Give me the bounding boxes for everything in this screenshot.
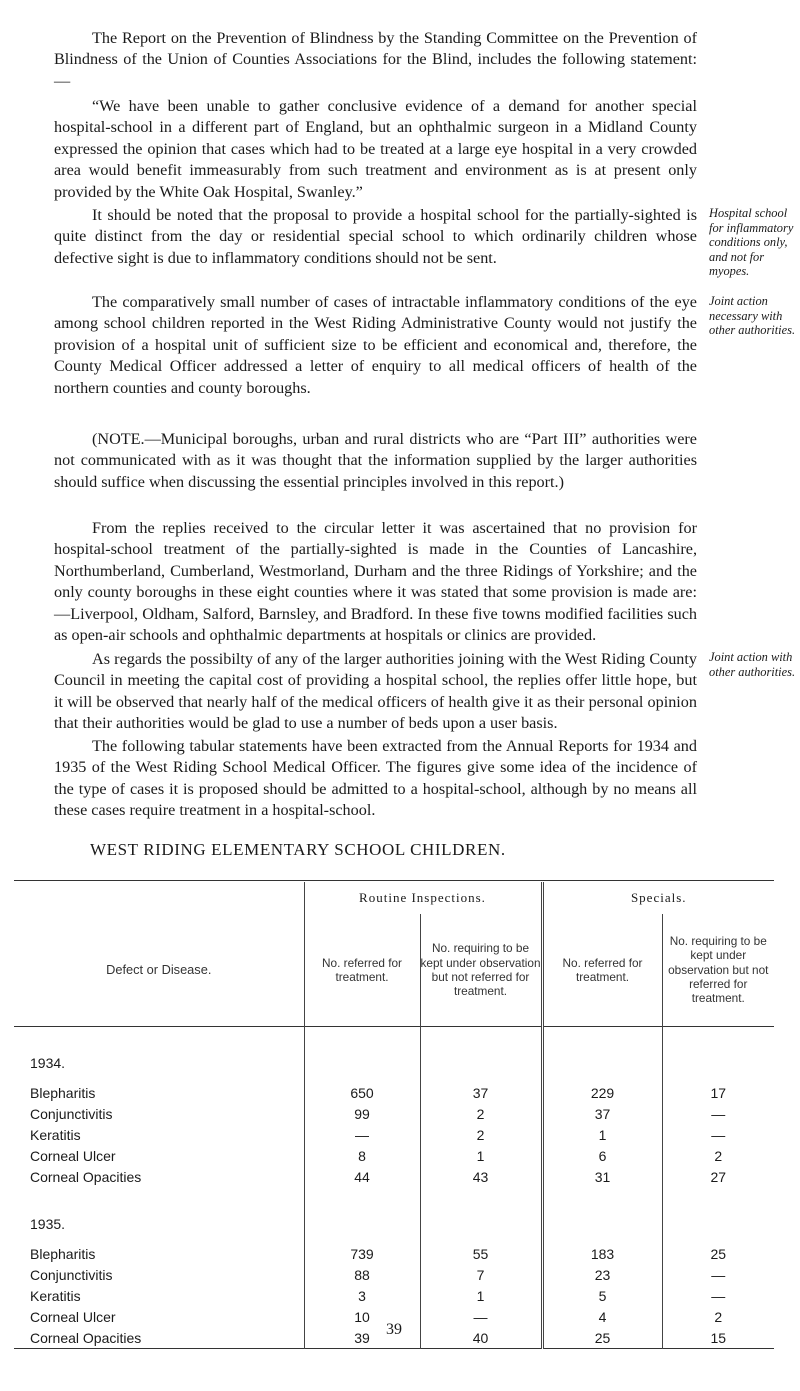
- defect-label: Keratitis: [30, 1127, 81, 1143]
- cell-routine-observation: 1: [420, 1146, 542, 1167]
- cell-routine-observation: 40: [420, 1328, 542, 1349]
- year-1934: 1934.: [30, 1054, 66, 1071]
- cell-routine-observation: 1: [420, 1286, 542, 1307]
- cell-specials-observation: 27: [662, 1167, 774, 1188]
- cell-specials-observation: —: [662, 1104, 774, 1125]
- column-specials-referred: No. referred for treatment.: [542, 914, 662, 1026]
- cell-specials-referred: 4: [542, 1307, 662, 1328]
- table-row: [14, 1244, 774, 1265]
- page-number: 39: [386, 1321, 402, 1338]
- defect-label: Blepharitis: [30, 1085, 96, 1101]
- table-top-rule: [14, 880, 774, 881]
- cell-routine-observation: 2: [420, 1125, 542, 1146]
- table-heading: WEST RIDING ELEMENTARY SCHOOL CHILDREN.: [90, 840, 506, 859]
- cell-routine-referred: 44: [304, 1167, 420, 1188]
- margin-note-joint-action-necessary: Joint action necessary with other authorities.: [709, 294, 796, 338]
- table-row: [14, 1083, 774, 1104]
- table-corner: [14, 882, 304, 914]
- cell-routine-observation: —: [420, 1307, 542, 1328]
- paragraph-small-number: The comparatively small number of cases of intractable inflammatory conditions of the eye among school children reported in the West Riding Administrative County would not justify the provision of a hospital unit of sufficient size to be efficient and economical and, therefore, the County Medical Officer addressed a letter of enquiry to all medical officers of health of the northern counties and county boroughs.: [54, 293, 697, 397]
- cell-specials-observation: 25: [662, 1244, 774, 1265]
- defect-label: Conjunctivitis: [30, 1267, 113, 1283]
- table-row: [14, 1286, 774, 1307]
- cell-routine-referred: 8: [304, 1146, 420, 1167]
- column-defect-or-disease: Defect or Disease.: [106, 962, 212, 978]
- cell-routine-referred: —: [304, 1125, 420, 1146]
- cell-routine-referred: 39: [304, 1328, 420, 1349]
- column-specials-observation: No. requiring to be kept under observation but not referred for treatment.: [662, 914, 774, 1026]
- defect-label: Blepharitis: [30, 1246, 96, 1262]
- cell-specials-observation: 15: [662, 1328, 774, 1349]
- cell-specials-observation: 2: [662, 1307, 774, 1328]
- cell-routine-referred: 99: [304, 1104, 420, 1125]
- defect-label: Corneal Opacities: [30, 1169, 142, 1185]
- cell-specials-referred: 31: [542, 1167, 662, 1188]
- cell-specials-observation: —: [662, 1265, 774, 1286]
- group-routine-inspections: Routine Inspections.: [304, 882, 542, 914]
- group-specials: Specials.: [542, 882, 774, 914]
- cell-routine-observation: 55: [420, 1244, 542, 1265]
- paragraph-quotation: “We have been unable to gather conclusive evidence of a demand for another special hospital-school in a different part of England, but an ophthalmic surgeon in a Midland County expressed the opinion that cases which had to be treated at a large eye hospital in a very crowded area would benefit immeasurably from such treatment and environment as is at present only provided by the White Oak Hospital, Swanley.”: [54, 97, 697, 201]
- cell-specials-referred: 183: [542, 1244, 662, 1265]
- paragraph-hospital-school: It should be noted that the proposal to provide a hospital school for the partially-sighted is quite distinct from the day or residential special school to which ordinarily children whose defective sight is due to inflammatory conditions should not be sent.: [54, 206, 697, 267]
- cell-specials-referred: 5: [542, 1286, 662, 1307]
- column-routine-referred: No. referred for treatment.: [304, 914, 420, 1026]
- table-row: [14, 1146, 774, 1167]
- table-row: [14, 1104, 774, 1125]
- paragraph-joint-action: As regards the possibilty of any of the larger authorities joining with the West Riding County Council in meeting the capital cost of providing a hospital school, the replies offer little hope, but it will be observed that nearly half of the medical officers of health give it as their personal opinion that their authorities would be glad to use a number of beds upon a user basis.: [54, 650, 697, 733]
- cell-specials-referred: 37: [542, 1104, 662, 1125]
- defect-label: Corneal Ulcer: [30, 1309, 116, 1325]
- cell-routine-referred: 3: [304, 1286, 420, 1307]
- paragraph-replies: From the replies received to the circular letter it was ascertained that no provision for hospital-school treatment of the partially-sighted is made in the Counties of Lancashire, Northumberland, Cumberland, Westmorland, Durham and the three Ridings of Yorkshire; and the only county boroughs in these eight counties where it was stated that some provision is made are:—Liverpool, Oldham, Salford, Barnsley, and Bradford. In these five towns modified facilities such as open-air schools and ophthalmic departments at hospitals or clinics are provided.: [54, 519, 697, 645]
- paragraph-note: (NOTE.—Municipal boroughs, urban and rural districts who are “Part III” authorities were not communicated with as it was thought that the information supplied by the larger authorities should suffice when discussing the essential principles involved in this report.): [54, 430, 697, 491]
- cell-specials-referred: 229: [542, 1083, 662, 1104]
- cell-routine-referred: 650: [304, 1083, 420, 1104]
- cell-routine-observation: 43: [420, 1167, 542, 1188]
- cell-routine-observation: 2: [420, 1104, 542, 1125]
- table-row: [14, 1167, 774, 1188]
- cell-routine-referred: 739: [304, 1244, 420, 1265]
- margin-note-joint-action: Joint action with other authorities.: [709, 650, 796, 679]
- statistics-table: [14, 882, 774, 1349]
- cell-specials-observation: —: [662, 1125, 774, 1146]
- defect-label: Conjunctivitis: [30, 1106, 113, 1122]
- cell-specials-observation: —: [662, 1286, 774, 1307]
- paragraph-report-intro: The Report on the Prevention of Blindness by the Standing Committee on the Prevention of Blindness of the Union of Counties Associations for the Blind, includes the following statement: —: [54, 29, 697, 90]
- cell-routine-referred: 10: [304, 1307, 420, 1328]
- cell-specials-observation: 2: [662, 1146, 774, 1167]
- cell-specials-referred: 23: [542, 1265, 662, 1286]
- paragraph-tabular-statements: The following tabular statements have been extracted from the Annual Reports for 1934 and 1935 of the West Riding School Medical Officer. The figures give some idea of the incidence of the type of cases it is proposed should be admitted to a hospital-school, although by no means all these cases require treatment in a hospital-school.: [54, 737, 697, 820]
- cell-specials-referred: 1: [542, 1125, 662, 1146]
- defect-label: Keratitis: [30, 1288, 81, 1304]
- table-row: [14, 1265, 774, 1286]
- column-routine-observation: No. requiring to be kept under observation but not referred for treatment.: [420, 914, 542, 1026]
- cell-specials-referred: 6: [542, 1146, 662, 1167]
- cell-routine-observation: 37: [420, 1083, 542, 1104]
- defect-label: Corneal Opacities: [30, 1329, 142, 1346]
- cell-specials-referred: 25: [542, 1328, 662, 1349]
- table-row: [14, 1125, 774, 1146]
- defect-label: Corneal Ulcer: [30, 1148, 116, 1164]
- cell-specials-observation: 17: [662, 1083, 774, 1104]
- cell-routine-observation: 7: [420, 1265, 542, 1286]
- cell-routine-referred: 88: [304, 1265, 420, 1286]
- year-1935: 1935.: [30, 1215, 66, 1232]
- margin-note-hospital-school: Hospital school for inflammatory conditions only, and not for myopes.: [709, 206, 794, 279]
